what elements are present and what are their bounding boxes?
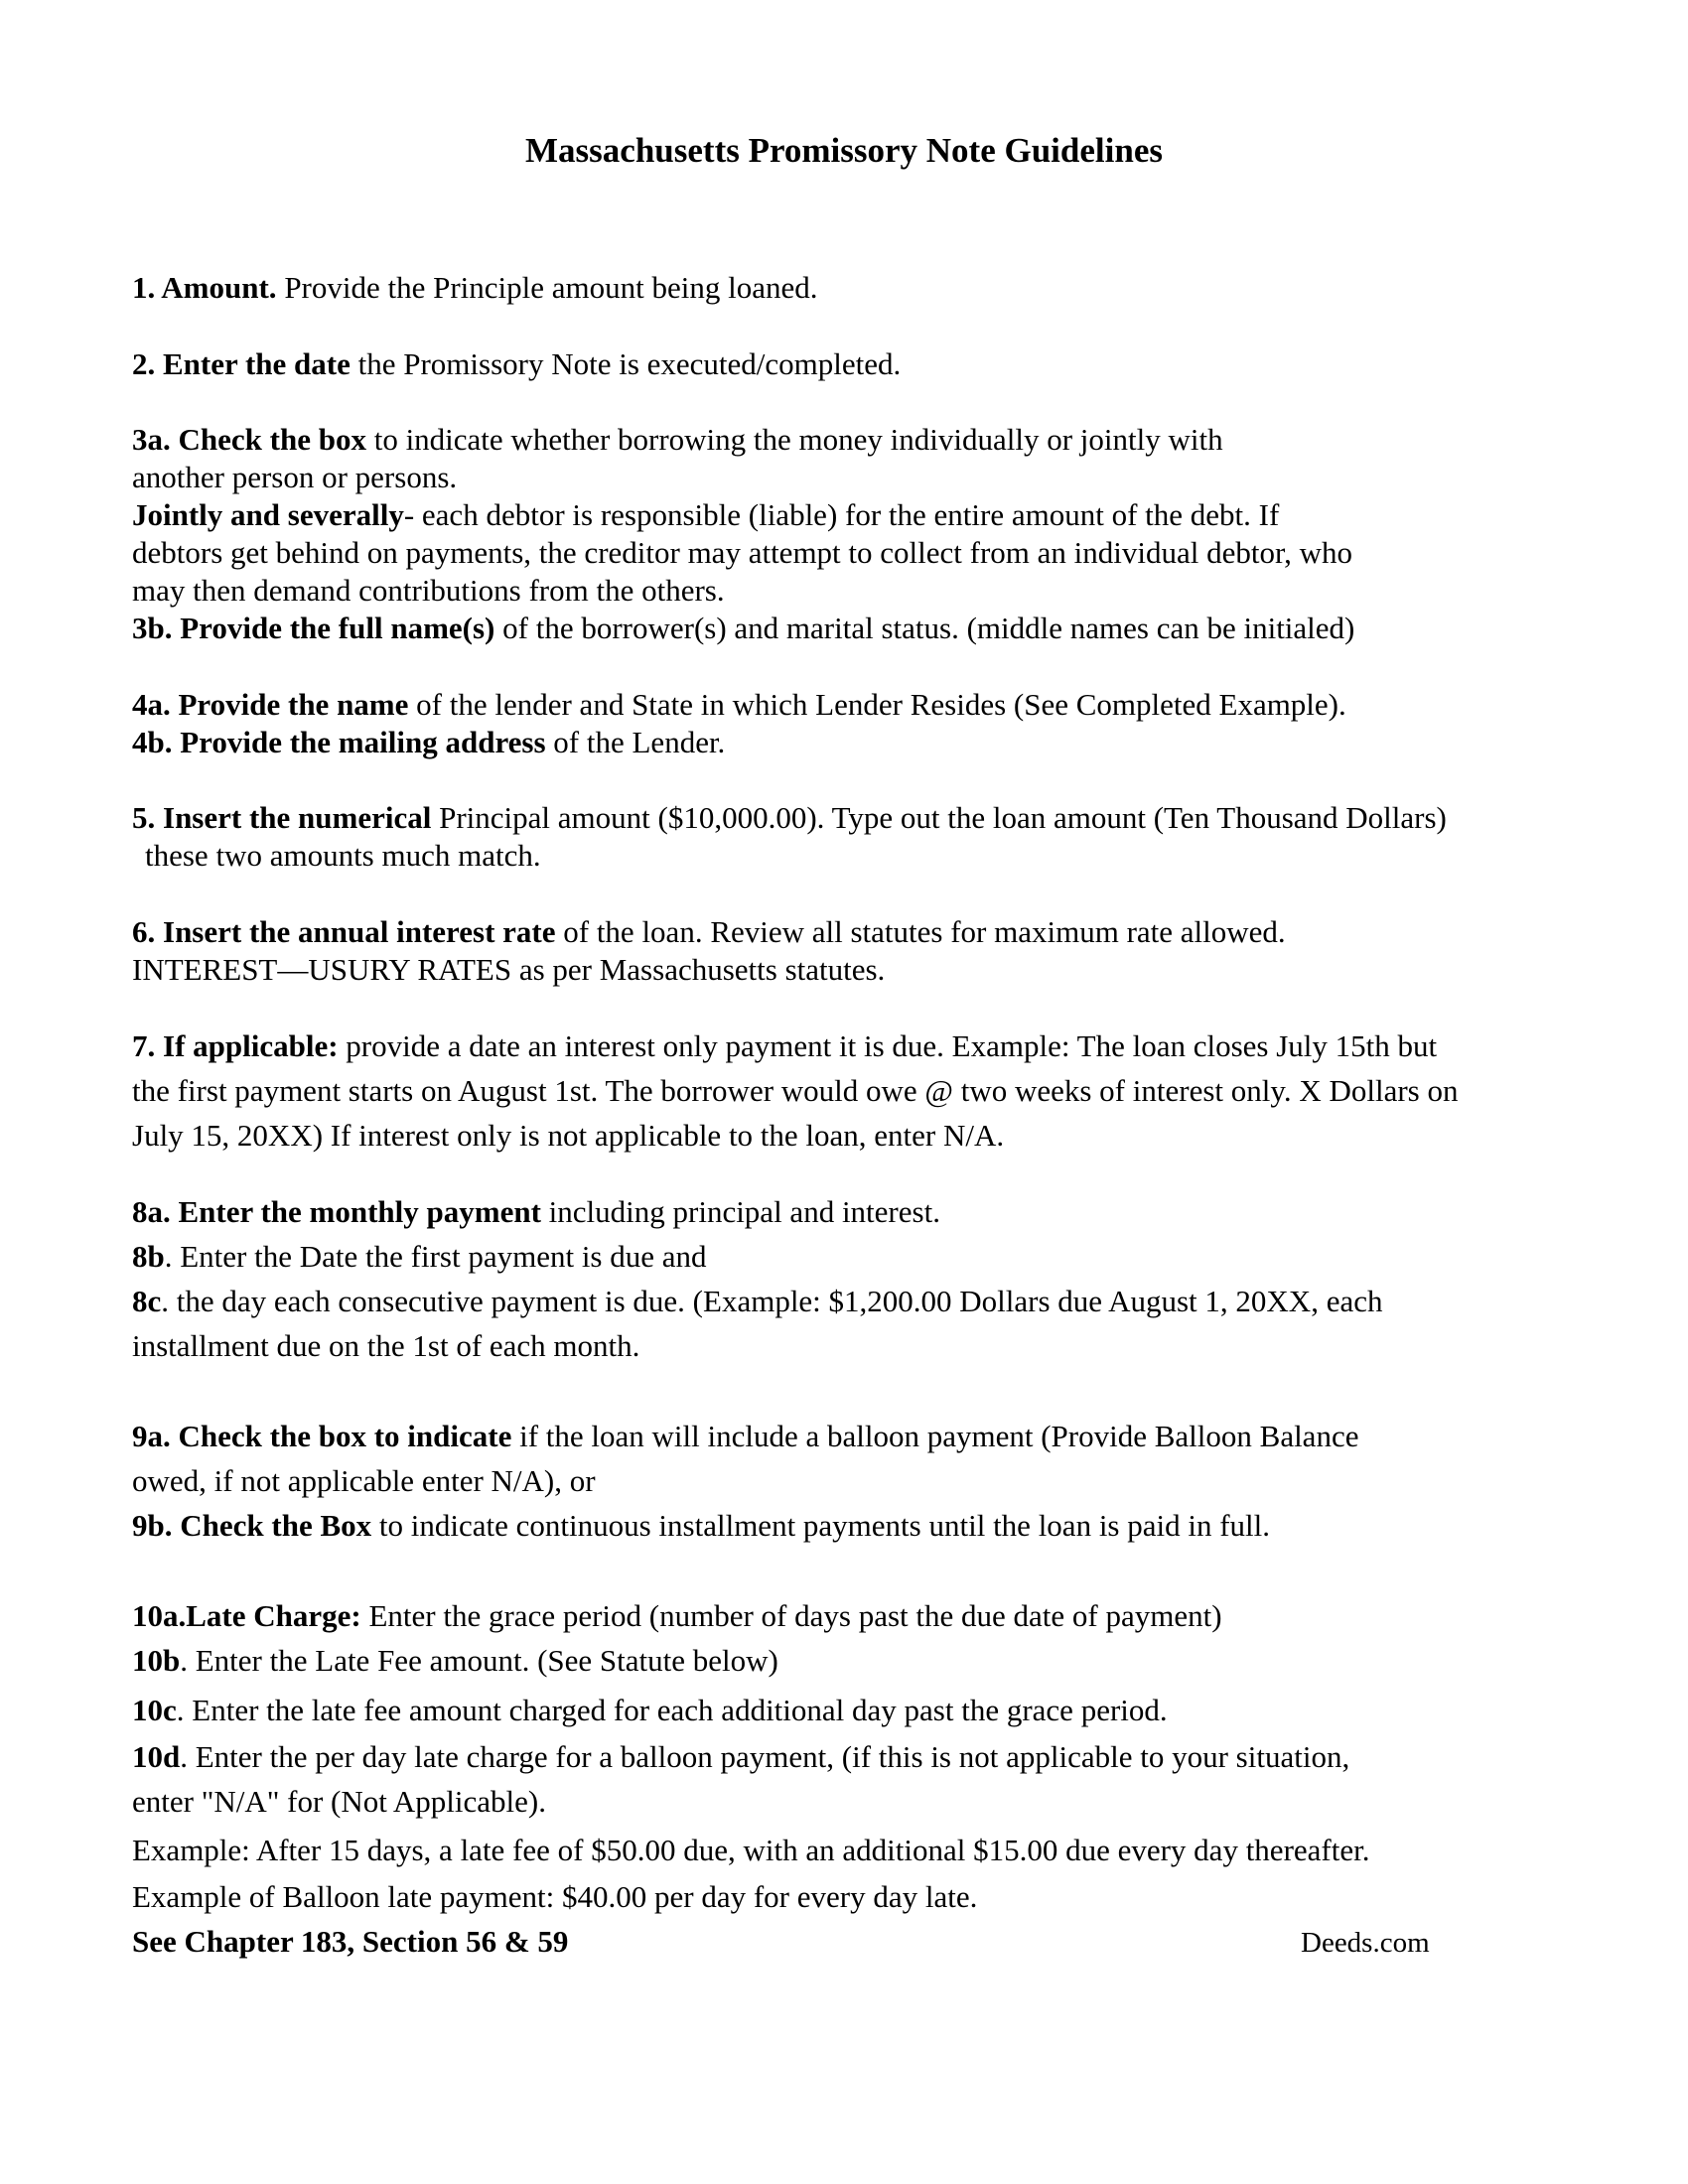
section-5 [132, 800, 1447, 836]
section-10b-heading: 10b [132, 1643, 181, 1678]
section-10a [132, 1598, 1222, 1634]
jointly-continued-1: debtors get behind on payments, the creditor may attempt to collect from an individual debtor, who [132, 535, 1352, 570]
section-7 [132, 1028, 1437, 1064]
section-10d-continued: enter "N/A" for (Not Applicable). [132, 1784, 546, 1819]
section-3b-text: of the borrower(s) and marital status. (middle names can be initialed) [494, 611, 1355, 645]
section-4a-heading: 4a. Provide the name [132, 687, 409, 722]
section-7-heading: 7. If applicable: [132, 1028, 339, 1063]
section-1-heading: 1. Amount. [132, 270, 277, 305]
section-1 [132, 270, 818, 306]
section-8b [132, 1239, 707, 1275]
document-title: Massachusetts Promissory Note Guidelines [525, 131, 1163, 170]
section-6-heading: 6. Insert the annual interest rate [132, 914, 556, 949]
section-3b-heading: 3b. Provide the full name(s) [132, 611, 495, 645]
jointly-definition [132, 497, 1279, 533]
section-3a-text: to indicate whether borrowing the money individually or jointly with [365, 422, 1223, 457]
section-10c-text: . Enter the late fee amount charged for each additional day past the grace period. [176, 1693, 1168, 1727]
balloon-late-example: Example of Balloon late payment: $40.00 per day for every day late. [132, 1879, 978, 1914]
section-9a-text: if the loan will include a balloon payment (Provide Balloon Balance [511, 1419, 1359, 1453]
section-1-text: Provide the Principle amount being loaned. [276, 270, 818, 305]
section-8a [132, 1194, 940, 1230]
section-5-heading: 5. Insert the numerical [132, 800, 432, 835]
section-10b [132, 1643, 778, 1679]
jointly-text: - each debtor is responsible (liable) for the entire amount of the debt. If [403, 497, 1280, 532]
statute-reference: See Chapter 183, Section 56 & 59 [132, 1924, 569, 1959]
section-9a [132, 1419, 1358, 1454]
section-6-text: of the loan. Review all statutes for maximum rate allowed. [555, 914, 1286, 949]
section-2 [132, 346, 901, 382]
jointly-heading: Jointly and severally [132, 497, 404, 532]
section-10c [132, 1693, 1168, 1728]
section-8c-continued: installment due on the 1st of each month. [132, 1328, 640, 1363]
section-4b [132, 725, 725, 760]
section-10a-heading: 10a.Late Charge: [132, 1598, 361, 1633]
section-9b [132, 1508, 1270, 1544]
section-3a-continued: another person or persons. [132, 460, 458, 494]
section-3a [132, 422, 1223, 458]
section-5-continued: these two amounts much match. [145, 838, 541, 873]
section-4a-text: of the lender and State in which Lender Resides (See Completed Example). [408, 687, 1346, 722]
section-7-continued-2: July 15, 20XX) If interest only is not applicable to the loan, enter N/A. [132, 1118, 1005, 1153]
section-10b-text: . Enter the Late Fee amount. (See Statute below) [180, 1643, 778, 1678]
section-9b-text: to indicate continuous installment payments until the loan is paid in full. [371, 1508, 1271, 1543]
section-8c-heading: 8c [132, 1284, 162, 1318]
section-7-continued-1: the first payment starts on August 1st. The borrower would owe @ two weeks of interest only. X Dollars on [132, 1073, 1459, 1108]
section-9b-heading: 9b. Check the Box [132, 1508, 372, 1543]
section-10d [132, 1739, 1349, 1775]
section-8b-text: . Enter the Date the first payment is due and [164, 1239, 707, 1274]
late-fee-example: Example: After 15 days, a late fee of $50.00 due, with an additional $15.00 due every day thereafter. [132, 1833, 1370, 1867]
section-8a-text: including principal and interest. [540, 1194, 940, 1229]
section-8a-heading: 8a. Enter the monthly payment [132, 1194, 541, 1229]
section-5-text: Principal amount ($10,000.00). Type out the loan amount (Ten Thousand Dollars) [431, 800, 1447, 835]
section-10d-heading: 10d [132, 1739, 181, 1774]
section-8b-heading: 8b [132, 1239, 165, 1274]
section-4b-heading: 4b. Provide the mailing address [132, 725, 546, 759]
section-2-text: the Promissory Note is executed/completed. [350, 346, 902, 381]
section-8c [132, 1284, 1382, 1319]
section-4b-text: of the Lender. [545, 725, 726, 759]
section-10c-heading: 10c [132, 1693, 177, 1727]
footer-brand: Deeds.com [1301, 1927, 1430, 1959]
section-10a-text: Enter the grace period (number of days past the due date of payment) [360, 1598, 1222, 1633]
section-2-heading: 2. Enter the date [132, 346, 351, 381]
jointly-continued-2: may then demand contributions from the others. [132, 573, 725, 608]
section-3a-heading: 3a. Check the box [132, 422, 366, 457]
section-9a-continued: owed, if not applicable enter N/A), or [132, 1463, 596, 1498]
section-6 [132, 914, 1286, 950]
section-10d-text: . Enter the per day late charge for a balloon payment, (if this is not applicable to your situation, [180, 1739, 1350, 1774]
section-8c-text: . the day each consecutive payment is due. (Example: $1,200.00 Dollars due August 1, 20XX, each [161, 1284, 1383, 1318]
section-4a [132, 687, 1346, 723]
section-6-continued: INTEREST—USURY RATES as per Massachusetts statutes. [132, 952, 886, 987]
section-9a-heading: 9a. Check the box to indicate [132, 1419, 512, 1453]
section-3b [132, 611, 1354, 646]
section-7-text: provide a date an interest only payment it is due. Example: The loan closes July 15th but [338, 1028, 1438, 1063]
